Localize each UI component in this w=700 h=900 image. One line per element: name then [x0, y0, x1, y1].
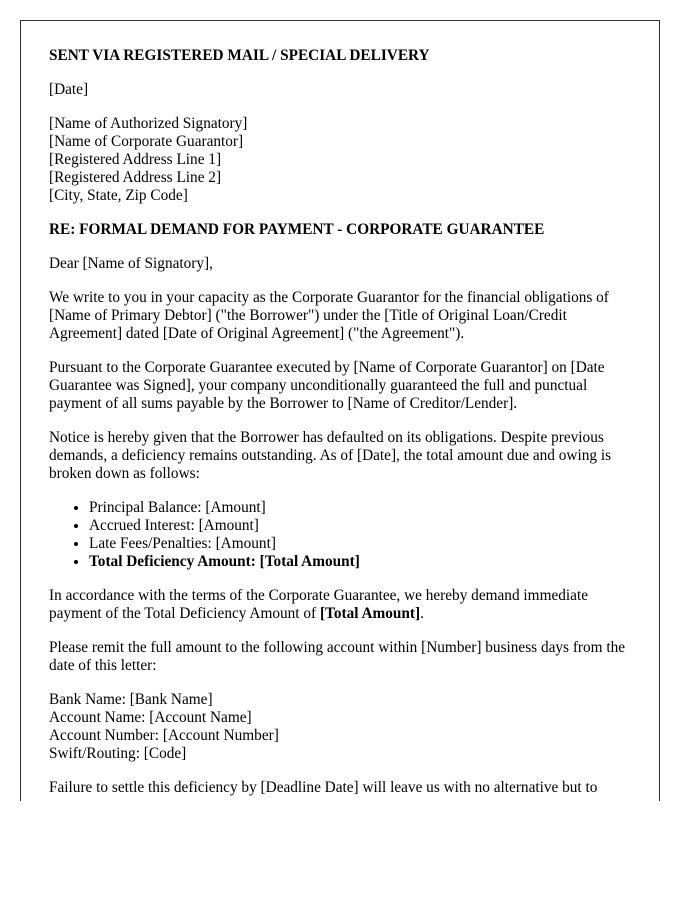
paragraph-guarantee: Pursuant to the Corporate Guarantee executed by [Name of Corporate Guarantor] on [Date Guarantee was Signed], your company unconditionally guaranteed the full and punctual payment of all sums payable by the Borrower to [Name of Creditor/Lender].	[49, 359, 605, 412]
demand-text-end: .	[420, 605, 424, 622]
bank-detail-line: Bank Name: [Bank Name]	[49, 691, 213, 708]
paragraph-capacity: We write to you in your capacity as the Corporate Guarantor for the financial obligations of [Name of Primary Debtor] ("the Borrower") under the [Title of Original Loan/Credit Agreement] dated [Date of Original Agreement] ("the Agreement").	[49, 289, 609, 342]
list-item: • Late Fees/Penalties: [Amount]	[89, 535, 631, 553]
bank-detail-line: Account Name: [Account Name]	[49, 709, 252, 726]
delivery-heading: SENT VIA REGISTERED MAIL / SPECIAL DELIVERY	[49, 47, 430, 64]
subject-line: RE: FORMAL DEMAND FOR PAYMENT - CORPORATE GUARANTEE	[49, 221, 545, 238]
deficiency-breakdown-list	[49, 499, 631, 571]
list-item: • Accrued Interest: [Amount]	[89, 517, 631, 535]
letter-page	[20, 20, 660, 801]
salutation: Dear [Name of Signatory],	[49, 255, 213, 272]
address-line: [Name of Authorized Signatory]	[49, 115, 248, 132]
paragraph-failure: Failure to settle this deficiency by [Deadline Date] will leave us with no alternative but to	[49, 779, 598, 796]
letter-date: [Date]	[49, 81, 89, 98]
address-line: [Registered Address Line 2]	[49, 169, 222, 186]
paragraph-default-notice: Notice is hereby given that the Borrower has defaulted on its obligations. Despite previous demands, a deficiency remains outstanding. As of [Date], the total amount due and owing is broken down as follows:	[49, 429, 612, 482]
paragraph-demand	[49, 587, 631, 623]
bank-detail-line: Account Number: [Account Number]	[49, 727, 279, 744]
address-line: [Registered Address Line 1]	[49, 151, 222, 168]
bank-details	[49, 691, 631, 763]
list-item-total: • Total Deficiency Amount: [Total Amount]	[89, 553, 631, 571]
bank-detail-line: Swift/Routing: [Code]	[49, 745, 187, 762]
paragraph-remit: Please remit the full amount to the following account within [Number] business days from the date of this letter:	[49, 639, 626, 674]
list-item: • Principal Balance: [Amount]	[89, 499, 631, 517]
recipient-address	[49, 115, 631, 205]
address-line: [Name of Corporate Guarantor]	[49, 133, 244, 150]
address-line: [City, State, Zip Code]	[49, 187, 188, 204]
demand-text: In accordance with the terms of the Corporate Guarantee, we hereby demand immediate payment of the Total Deficiency Amount of	[49, 587, 588, 622]
demand-amount: [Total Amount]	[319, 605, 421, 622]
